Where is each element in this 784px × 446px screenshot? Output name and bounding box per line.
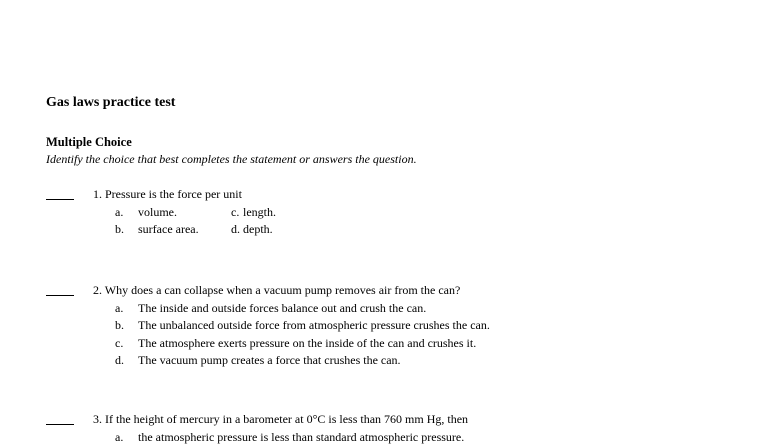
question-stem: 1. Pressure is the force per unit: [93, 186, 242, 204]
option-letter: c.: [115, 335, 123, 353]
option-text: the atmospheric pressure is less than standard atmospheric pressure.: [138, 429, 464, 446]
option-letter: a.: [115, 300, 123, 318]
option-text: The inside and outside forces balance out and crush the can.: [138, 300, 426, 318]
question-1: [46, 186, 766, 239]
option-text: depth.: [243, 221, 273, 239]
option-text: The vacuum pump creates a force that crushes the can.: [138, 352, 401, 370]
question-stem: 2. Why does a can collapse when a vacuum pump removes air from the can?: [93, 282, 460, 300]
option-letter: a.: [115, 204, 123, 222]
question-stem: 3. If the height of mercury in a barometer at 0°C is less than 760 mm Hg, then: [93, 411, 468, 429]
option-text: volume.: [138, 204, 177, 222]
answer-blank[interactable]: [46, 424, 74, 425]
option-text: surface area.: [138, 221, 199, 239]
option-letter: d.: [115, 352, 124, 370]
option-text: The atmosphere exerts pressure on the inside of the can and crushes it.: [138, 335, 476, 353]
option-letter: d.: [231, 221, 240, 239]
option-row: [46, 335, 766, 353]
option-row: [46, 300, 766, 318]
option-text: The unbalanced outside force from atmospheric pressure crushes the can.: [138, 317, 490, 335]
section-heading: Multiple Choice: [46, 134, 132, 151]
option-row: [46, 221, 766, 239]
option-row: [46, 317, 766, 335]
option-text: length.: [243, 204, 276, 222]
option-row: [46, 204, 766, 222]
option-row: [46, 429, 766, 446]
option-letter: a.: [115, 429, 123, 446]
option-letter: b.: [115, 317, 124, 335]
section-instructions: Identify the choice that best completes the statement or answers the question.: [46, 151, 417, 168]
option-letter: c.: [231, 204, 239, 222]
option-row: [46, 352, 766, 370]
answer-blank[interactable]: [46, 199, 74, 200]
page-title: Gas laws practice test: [46, 94, 175, 112]
question-2: [46, 282, 766, 370]
answer-blank[interactable]: [46, 295, 74, 296]
option-letter: b.: [115, 221, 124, 239]
